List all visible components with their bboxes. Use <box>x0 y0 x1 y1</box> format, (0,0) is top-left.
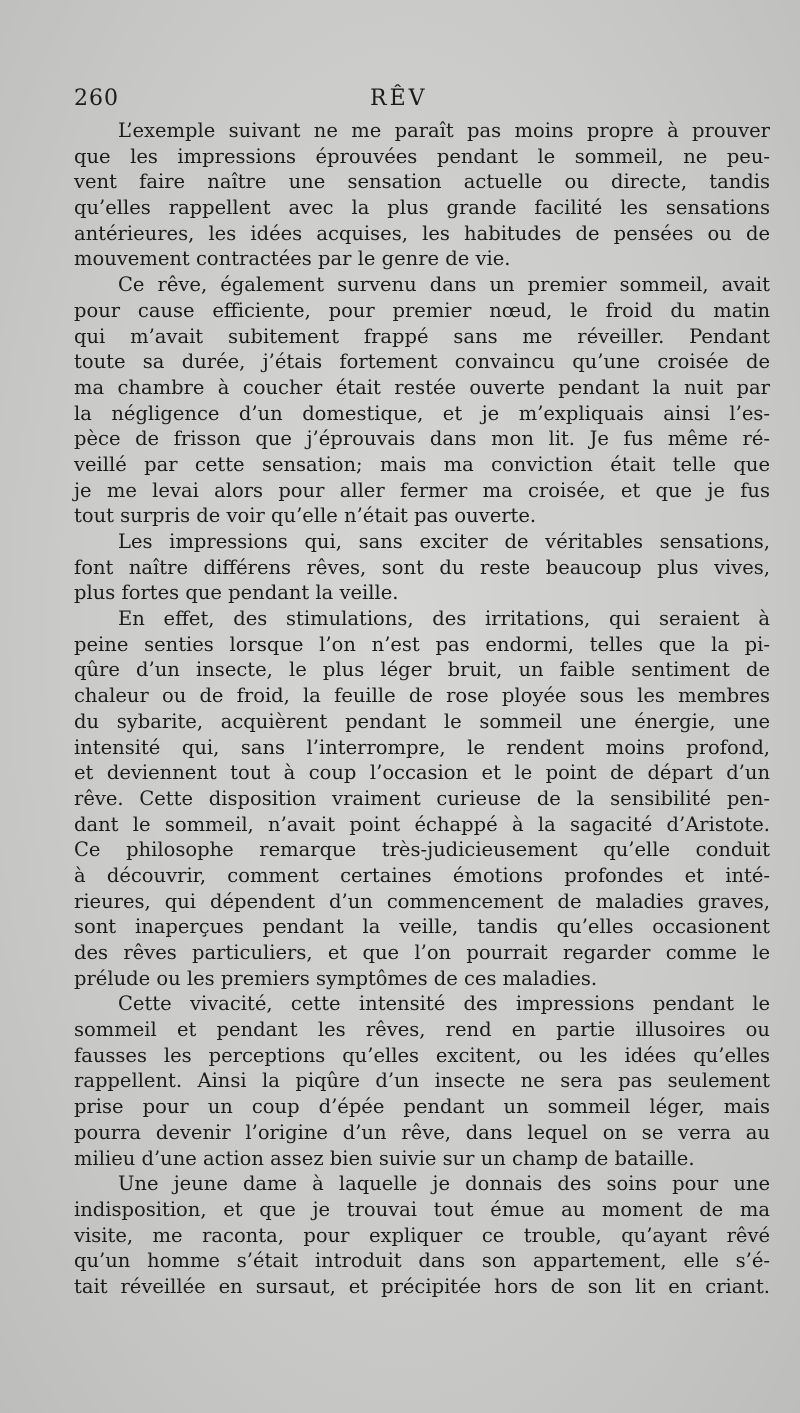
text-line: fausses les perceptions qu’elles excitent, ou les idées qu’elles <box>74 1043 770 1067</box>
text-line: font naître différens rêves, sont du reste beaucoup plus vives, <box>74 555 770 579</box>
paragraph <box>74 118 770 272</box>
text-line: des rêves particuliers, et que l’on pourrait regarder comme le <box>74 941 770 964</box>
text-line: qu’elles rappellent avec la plus grande facilité les sensations <box>74 196 770 220</box>
text-line: toute sa durée, j’étais fortement convaincu qu’une croisée de <box>74 350 770 374</box>
text-line: plus fortes que pendant la veille. <box>74 581 399 605</box>
text-line: prise pour un coup d’épée pendant un sommeil léger, mais <box>74 1095 770 1119</box>
text-line: tout surpris de voir qu’elle n’était pas ouverte. <box>74 504 537 528</box>
text-line: à découvrir, comment certaines émotions profondes et inté- <box>74 863 770 887</box>
text-line: rêve. Cette disposition vraiment curieuse de la sensibilité pen- <box>74 786 770 810</box>
text-line: chaleur ou de froid, la feuille de rose ployée sous les membres <box>74 684 770 708</box>
text-line: L’exemple suivant ne me paraît pas moins propre à prouver <box>118 119 770 142</box>
text-line: intensité qui, sans l’interrompre, le rendent moins profond, <box>74 735 770 759</box>
text-line: Ce philosophe remarque très-judicieusement qu’elle conduit <box>74 838 770 862</box>
text-line: du sybarite, acquièrent pendant le sommeil une énergie, une <box>74 709 770 733</box>
text-line: sont inaperçues pendant la veille, tandis qu’elles occasionent <box>74 915 770 939</box>
text-line: Cette vivacité, cette intensité des impressions pendant le <box>118 992 770 1016</box>
text-line: rieures, qui dépendent d’un commencement de maladies graves, <box>74 889 770 913</box>
text-line: peine senties lorsque l’on n’est pas endormi, telles que la pi- <box>74 632 770 656</box>
page-header <box>74 86 774 116</box>
text-line: antérieures, les idées acquises, les habitudes de pensées ou de <box>74 221 770 245</box>
text-line: milieu d’une action assez bien suivie sur un champ de bataille. <box>74 1146 695 1170</box>
text-line: que les impressions éprouvées pendant le sommeil, ne peu- <box>74 144 770 168</box>
body-text <box>74 118 770 1300</box>
text-line: Les impressions qui, sans exciter de véritables sensations, <box>118 530 770 553</box>
text-line: tait réveillée en sursaut, et précipitée hors de son lit en criant. <box>74 1274 770 1298</box>
text-line: ma chambre à coucher était restée ouverte pendant la nuit par <box>74 375 770 399</box>
paragraph <box>74 1171 770 1299</box>
text-line: rappellent. Ainsi la piqûre d’un insecte ne sera pas seulement <box>74 1069 770 1093</box>
text-line: Ce rêve, également survenu dans un premier sommeil, avait <box>118 273 770 297</box>
text-line: En effet, des stimulations, des irritations, qui seraient à <box>118 607 770 631</box>
text-line: prélude ou les premiers symptômes de ces maladies. <box>74 966 598 990</box>
paragraph <box>74 529 770 606</box>
text-line: pourra devenir l’origine d’un rêve, dans lequel on se verra au <box>74 1120 770 1144</box>
text-line: indisposition, et que je trouvai tout émue au moment de ma <box>74 1197 770 1221</box>
text-line: qûre d’un insecte, le plus léger bruit, un faible sentiment de <box>74 658 770 682</box>
text-line: sommeil et pendant les rêves, rend en partie illusoires ou <box>74 1018 770 1042</box>
text-line: dant le sommeil, n’avait point échappé à la sagacité d’Aristote. <box>74 812 770 836</box>
page-number: 260 <box>74 86 119 111</box>
text-line: qui m’avait subitement frappé sans me réveiller. Pendant <box>74 324 770 348</box>
text-line: vent faire naître une sensation actuelle ou directe, tandis <box>74 170 770 194</box>
text-line: pèce de frisson que j’éprouvais dans mon lit. Je fus même ré- <box>74 427 770 451</box>
text-line: et deviennent tout à coup l’occasion et le point de départ d’un <box>74 761 770 785</box>
paragraph <box>74 606 770 991</box>
text-line: je me levai alors pour aller fermer ma croisée, et que je fus <box>74 478 770 502</box>
text-line: qu’un homme s’était introduit dans son appartement, elle s’é- <box>74 1249 770 1273</box>
text-line: visite, me raconta, pour expliquer ce trouble, qu’ayant rêvé <box>74 1223 770 1247</box>
running-head: RÊV <box>370 86 428 111</box>
paragraph <box>74 272 770 529</box>
text-line: la négligence d’un domestique, et je m’expliquais ainsi l’es- <box>74 401 770 425</box>
text-line: pour cause efficiente, pour premier nœud, le froid du matin <box>74 298 770 322</box>
text-line: mouvement contractées par le genre de vie. <box>74 247 511 271</box>
text-line: Une jeune dame à laquelle je donnais des soins pour une <box>118 1172 770 1196</box>
text-line: veillé par cette sensation; mais ma conviction était telle que <box>74 452 770 476</box>
paragraph <box>74 991 770 1171</box>
